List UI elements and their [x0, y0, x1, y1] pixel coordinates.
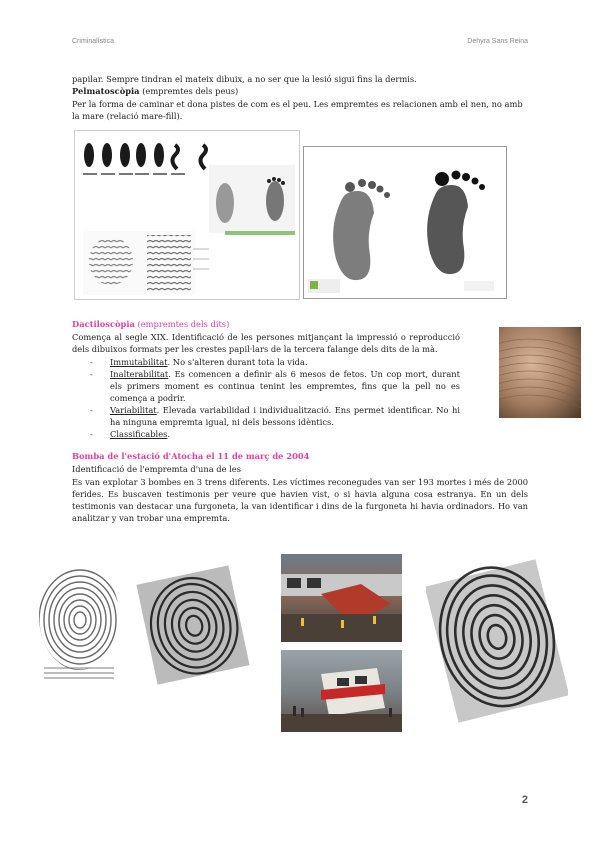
list-item [90, 428, 460, 440]
list-dash: - [90, 369, 93, 379]
list-desc: . Es comencen a definir als 6 mesos de fetos. Un cop mort, durant els primers moment es continua tenint les empremtes, fins que la pell no es comença a podrir. [110, 369, 460, 403]
list-term: Inalterabilitat [110, 369, 169, 379]
baby-footprints-image [303, 146, 507, 299]
atocha-heading [72, 450, 528, 462]
fingerprint-image-1 [34, 560, 124, 684]
atocha-text: Es van explotar 3 bombes en 3 trens diferents. Les víctimes reconegudes van ser 193 mortes i més de 2000 ferides. Es buscaven testimonis per veure que havien vist, o si havia alguna cosa estranya. En un dels testimonis van destacar una furgoneta, la van identificar i dins de la furgoneta hi havia ordinadors. Ho van analitzar y van trobar una empremta. [72, 477, 528, 523]
header-right: Dehyra Sans Reina [467, 38, 528, 45]
list-item [90, 356, 460, 368]
pelmatoscopia-title: Pelmatoscòpia [72, 86, 140, 96]
dactiloscopia-title: Dactiloscòpia [72, 319, 135, 329]
pelmatoscopia-subtitle: (empremtes dels peus) [139, 86, 239, 96]
dactiloscopia-heading [72, 318, 528, 330]
atocha-title: Bomba de l'estació d'Atocha el 11 de març de 2004 [72, 451, 310, 461]
list-term: Classificables [110, 429, 168, 439]
list-term: Immutabilitat [110, 357, 168, 367]
list-item [90, 404, 460, 428]
page-number: 2 [521, 794, 528, 806]
atocha-line1: Identificació de l'empremta d'una de les [72, 464, 241, 474]
finger-ridges-image [499, 327, 581, 418]
list-desc: . No s'alteren durant tota la vida. [167, 357, 308, 367]
list-item [90, 368, 460, 404]
atocha-train-wreck-image-2 [281, 650, 402, 732]
pelmatoscopia-heading [72, 85, 528, 97]
list-dash: - [90, 357, 93, 367]
atocha-train-wreck-image-1 [281, 554, 402, 642]
list-term: Variabilitat [110, 405, 157, 415]
list-desc: . [167, 429, 171, 439]
dactiloscopia-subtitle: (empremtes dels dits) [134, 319, 230, 329]
fingerprint-image-2 [134, 560, 252, 690]
pelmatoscopia-text: Per la forma de caminar et dona pistes de com es el peu. Les empremtes es relacionen amb el nen, no amb la mare (relació mare-fill). [72, 99, 523, 121]
intro-line: papilar. Sempre tindran el mateix dibuix, a no ser que la lesió sigui fins la dermis. [72, 74, 417, 84]
list-desc: . Elevada variabilidad i individualització. Ens permet identificar. No hi ha ninguna empremta igual, ni dels bessons idèntics. [110, 405, 460, 427]
list-dash: - [90, 429, 93, 439]
footprints-collage-image [74, 130, 300, 300]
header-left: Criminalística [72, 38, 115, 45]
list-dash: - [90, 405, 93, 415]
dactiloscopia-list [90, 356, 460, 440]
dactiloscopia-text: Comença al segle XIX. Identificació de les persones mitjançant la impressió o reproducció dels dibuixos formats per les crestes papil·lars de la tercera falange dels dits de la mà. [72, 332, 460, 354]
fingerprint-image-3 [426, 553, 568, 729]
